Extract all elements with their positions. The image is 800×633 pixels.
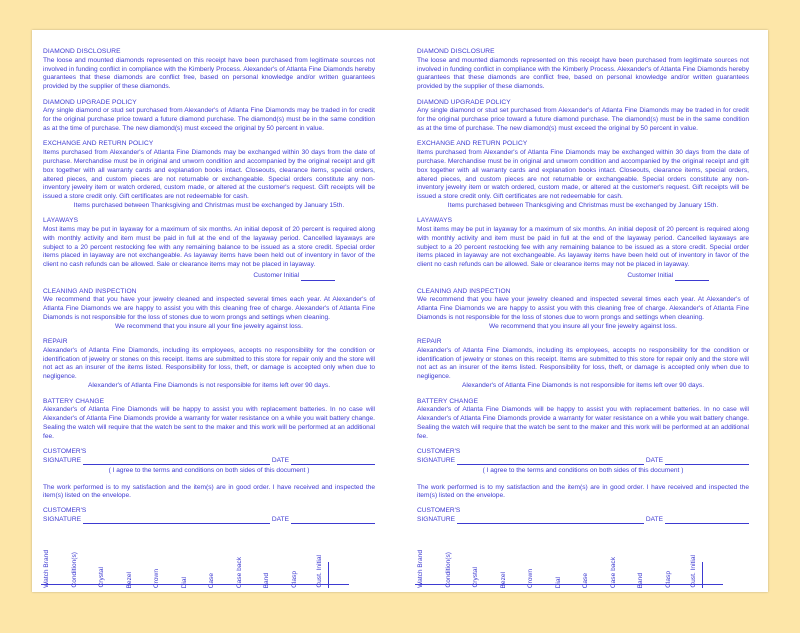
layaways-section: [43, 217, 375, 280]
repair-section: [417, 338, 749, 391]
section-heading: DIAMOND DISCLOSURE: [417, 48, 495, 55]
date-label: DATE: [645, 515, 663, 523]
signature-block-1: [43, 448, 375, 475]
section-text: We recommend that you have your jewelry cleaned and inspected several times each year. At Alexander's of Atlanta Fine Diamonds we are happy to assist you with this cleaning free of charge. Alexander's of Atlanta Fine Diamonds is not responsible for the loss of stones due to worn prongs and settings when cleaning.: [417, 296, 749, 321]
section-note: We recommend that you insure all your fine jewelry against loss.: [489, 322, 677, 330]
section-heading: DIAMOND DISCLOSURE: [43, 48, 121, 55]
section-heading: CLEANING AND INSPECTION: [43, 287, 137, 295]
customer-initial-line[interactable]: [675, 274, 709, 281]
section-text: Most items may be put in layaway for a maximum of six months. An initial deposit of 20 percent is required along with monthly activity and item must be paid in full at the end of the layaway period. Cancelled layaways are subject to a 20 percent restocking fee with any remaining balance to be issued as a store credit. Special order items placed in layaway are not exchangeable. As layaway items have been held out of inventory in favor of the client no cash refunds can be allowed. Sale or clearance items may not be placed in layaway.: [43, 226, 375, 269]
section-note: Alexander's of Atlanta Fine Diamonds is not responsible for items left over 90 days.: [461, 382, 705, 390]
agreement-note: ( I agree to the terms and conditions on both sides of this document ): [482, 466, 684, 474]
signature-row: [417, 457, 749, 466]
checklist-item[interactable]: [635, 522, 647, 588]
watch-checklist: [40, 522, 350, 588]
checklist-label: Bezel: [125, 571, 133, 588]
date-label: DATE: [645, 456, 663, 464]
checklist-label: Dial: [554, 576, 562, 588]
checklist-item[interactable]: [663, 522, 675, 588]
checklist-item-initial[interactable]: [317, 522, 329, 588]
agreement-note: ( I agree to the terms and conditions on both sides of this document ): [108, 466, 310, 474]
layaways-section: [417, 217, 749, 280]
battery-section: [417, 398, 749, 442]
checklist-label: Dial: [180, 576, 188, 588]
section-text: Alexander's of Atlanta Fine Diamonds, including its employees, accepts no responsibility for the condition or identification of jewelry or stones on this receipt. Items are submitted to this store for repair only and the store will not act as an insurer of the items listed. Responsibility for loss, theft, or damage is accepted only when due to negligence.: [417, 346, 749, 381]
section-heading: DIAMOND UPGRADE POLICY: [43, 98, 137, 106]
checklist-label: Case back: [235, 556, 243, 588]
checklist-item[interactable]: [261, 522, 273, 588]
section-heading: EXCHANGE AND RETURN POLICY: [417, 140, 528, 148]
checklist-label: Clasp: [664, 571, 672, 588]
signature-row: [43, 457, 375, 466]
checklist-baseline: [41, 584, 349, 585]
checklist-label: Condition(s): [70, 552, 78, 588]
checklist-item[interactable]: [470, 522, 482, 588]
checklist-label: Crystal: [471, 567, 479, 588]
section-text: The loose and mounted diamonds represented on this receipt have been purchased from legitimate sources not involved in funding conflict in compliance with the Kimberly Process. Alexander's of Atlanta Fine Diamonds hereby guarantees that these diamonds are conflict free, based on personal knowledge and/or written guarantees provided by the supplier of these diamonds.: [417, 56, 749, 91]
section-heading: LAYAWAYS: [43, 217, 79, 225]
checklist-item[interactable]: [41, 522, 53, 588]
checklist-item[interactable]: [69, 522, 81, 588]
work-satisfaction-text: The work performed is to my satisfaction and the item(s) are in good order. I have received and inspected the item(s) listed on the envelope.: [43, 483, 375, 500]
checklist-label: Case back: [609, 556, 617, 588]
section-text: Alexander's of Atlanta Fine Diamonds will be happy to assist you with replacement batteries. In no case will Alexander's of Atlanta Fine Diamonds provide a warranty for water resistance on a while you wait battery change. Sealing the watch will require that the watch be sent to the maker and this work will be performed at an additional fee.: [43, 406, 375, 440]
section-heading: CLEANING AND INSPECTION: [417, 287, 511, 295]
section-text: The loose and mounted diamonds represented on this receipt have been purchased from legitimate sources not involved in funding conflict in compliance with the Kimberly Process. Alexander's of Atlanta Fine Diamonds hereby guarantees that these diamonds are conflict free, based on personal knowledge and/or written guarantees provided by the supplier of these diamonds.: [43, 56, 375, 91]
checklist-label: Watch Brand: [42, 550, 50, 588]
section-note: Items purchased between Thanksgiving and Christmas must be exchanged by January 15th.: [447, 201, 719, 209]
checklist-item[interactable]: [96, 522, 108, 588]
cleaning-section: [417, 288, 749, 332]
section-heading: REPAIR: [417, 338, 442, 346]
signature-label-top: CUSTOMER'S: [43, 507, 87, 515]
signature-label-top: CUSTOMER'S: [417, 507, 461, 515]
section-heading: LAYAWAYS: [417, 217, 453, 225]
checklist-item[interactable]: [151, 522, 163, 588]
section-text: Any single diamond or stud set purchased from Alexander's of Atlanta Fine Diamonds may be traded in for credit for the original purchase price toward a future diamond purchase. The diamond(s) must be in the same condition as at the time of purchase. The new diamond(s) must exceed the original by 50 percent in value.: [43, 107, 375, 132]
section-heading: BATTERY CHANGE: [417, 397, 479, 405]
form-copy-right: [416, 48, 749, 588]
customer-initial-field[interactable]: [43, 272, 375, 281]
checklist-item[interactable]: [289, 522, 301, 588]
checklist-item[interactable]: [608, 522, 620, 588]
checklist-item[interactable]: [234, 522, 246, 588]
section-text: Alexander's of Atlanta Fine Diamonds will be happy to assist you with replacement batteries. In no case will Alexander's of Atlanta Fine Diamonds provide a warranty for water resistance on a while you wait battery change. Sealing the watch will require that the watch be sent to the maker and this work will be performed at an additional fee.: [417, 406, 749, 440]
customer-initial-label: Customer Initial: [627, 272, 674, 279]
section-text: Most items may be put in layaway for a maximum of six months. An initial deposit of 20 percent is required along with monthly activity and item must be paid in full at the end of the layaway period. Cancelled layaways are subject to a 20 percent restocking fee with any remaining balance to be issued as a store credit. Special order items placed in layaway are not exchangeable. As layaway items have been held out of inventory in favor of the client no cash refunds can be allowed. Sale or clearance items may not be placed in layaway.: [417, 226, 749, 269]
checklist-item[interactable]: [124, 522, 136, 588]
diamond-upgrade-section: [417, 99, 749, 134]
diamond-upgrade-section: [43, 99, 375, 134]
checklist-item[interactable]: [179, 522, 191, 588]
exchange-return-section: [417, 140, 749, 210]
date-label: DATE: [271, 515, 289, 523]
checklist-label: Crown: [152, 568, 160, 588]
section-note: Alexander's of Atlanta Fine Diamonds is not responsible for items left over 90 days.: [87, 382, 331, 390]
section-text: Any single diamond or stud set purchased from Alexander's of Atlanta Fine Diamonds may be traded in for credit for the original purchase price toward a future diamond purchase. The diamond(s) must be in the same condition as at the time of purchase. The new diamond(s) must exceed the original by 50 percent in value.: [417, 107, 749, 132]
checklist-label: Crown: [526, 568, 534, 588]
exchange-return-section: [43, 140, 375, 210]
repair-section: [43, 338, 375, 391]
checklist-label: Watch Brand: [416, 550, 424, 588]
checklist-label: Band: [636, 572, 644, 588]
signature-label: SIGNATURE: [43, 456, 81, 464]
signature-label-top: CUSTOMER'S: [43, 448, 87, 456]
date-label: DATE: [271, 456, 289, 464]
date-line[interactable]: [291, 458, 375, 465]
checklist-baseline: [415, 584, 723, 585]
customer-initial-field[interactable]: [417, 272, 749, 281]
checklist-label: Case: [581, 572, 589, 588]
customer-initial-line[interactable]: [301, 274, 335, 281]
section-text: We recommend that you have your jewelry cleaned and inspected several times each year. At Alexander's of Atlanta Fine Diamonds we are happy to assist you with this cleaning free of charge. Alexander's of Atlanta Fine Diamonds is not responsible for the loss of stones due to worn prongs and settings when cleaning.: [43, 296, 375, 321]
section-text: Items purchased from Alexander's of Atlanta Fine Diamonds may be exchanged within 30 days from the date of purchase. Merchandise must be in original and unworn condition and accompanied by the original receipt and gift box together with all warranty cards and explanation books intact. Closeouts, clearance items, special orders, altered pieces, and custom pieces are not returnable or exchangeable. Special orders constitute any non-inventory jewelry item or watch ordered, custom made, or altered at the customer's request. Gift receipts will be issued a store credit only. Gift certificates are not redeemable for cash.: [43, 149, 375, 201]
checklist-item[interactable]: [553, 522, 565, 588]
signature-label: SIGNATURE: [43, 515, 81, 523]
checklist-item[interactable]: [415, 522, 427, 588]
signature-line[interactable]: [83, 458, 270, 465]
signature-label-top: CUSTOMER'S: [417, 448, 461, 456]
section-heading: EXCHANGE AND RETURN POLICY: [43, 140, 154, 148]
customer-initial-label: Customer Initial: [253, 272, 300, 279]
section-note: Items purchased between Thanksgiving and Christmas must be exchanged by January 15th.: [73, 201, 345, 209]
checklist-item[interactable]: [498, 522, 510, 588]
checklist-label: Band: [262, 572, 270, 588]
section-text: Alexander's of Atlanta Fine Diamonds, including its employees, accepts no responsibility for the condition or identification of jewelry or stones on this receipt. Items are submitted to this store for repair only and the store will not act as an insurer of the items listed. Responsibility for loss, theft, or damage is accepted only when due to negligence.: [43, 346, 375, 381]
checklist-item[interactable]: [580, 522, 592, 588]
checklist-label: Cust. Initial: [690, 555, 698, 588]
section-text: Items purchased from Alexander's of Atlanta Fine Diamonds may be exchanged within 30 days from the date of purchase. Merchandise must be in original and unworn condition and accompanied by the original receipt and gift box together with all warranty cards and explanation books intact. Closeouts, clearance items, special orders, altered pieces, and custom pieces are not returnable or exchangeable. Special orders constitute any non-inventory jewelry item or watch ordered, custom made, or altered at the customer's request. Gift receipts will be issued a store credit only. Gift certificates are not redeemable for cash.: [417, 149, 749, 201]
signature-label: SIGNATURE: [417, 515, 455, 523]
diamond-disclosure-section: [43, 48, 375, 92]
signature-line[interactable]: [457, 458, 644, 465]
checklist-item[interactable]: [443, 522, 455, 588]
form-copy-left: [42, 48, 375, 588]
section-note: We recommend that you insure all your fine jewelry against loss.: [115, 322, 303, 330]
checklist-label: Clasp: [290, 571, 298, 588]
cleaning-section: [43, 288, 375, 332]
checklist-label: Cust. Initial: [316, 555, 324, 588]
checklist-label: Case: [207, 572, 215, 588]
battery-section: [43, 398, 375, 442]
date-line[interactable]: [665, 458, 749, 465]
signature-label: SIGNATURE: [417, 456, 455, 464]
checklist-item[interactable]: [206, 522, 218, 588]
signature-block-1: [417, 448, 749, 475]
watch-checklist: [414, 522, 724, 588]
section-heading: REPAIR: [43, 338, 68, 346]
work-satisfaction-text: The work performed is to my satisfaction and the item(s) are in good order. I have received and inspected the item(s) listed on the envelope.: [417, 483, 749, 500]
checklist-item[interactable]: [525, 522, 537, 588]
section-heading: BATTERY CHANGE: [43, 397, 105, 405]
receipt-sheet: [32, 30, 768, 592]
diamond-disclosure-section: [417, 48, 749, 92]
checklist-label: Condition(s): [444, 552, 452, 588]
checklist-item-initial[interactable]: [691, 522, 703, 588]
section-heading: DIAMOND UPGRADE POLICY: [417, 98, 511, 106]
checklist-label: Crystal: [97, 567, 105, 588]
checklist-label: Bezel: [499, 571, 507, 588]
